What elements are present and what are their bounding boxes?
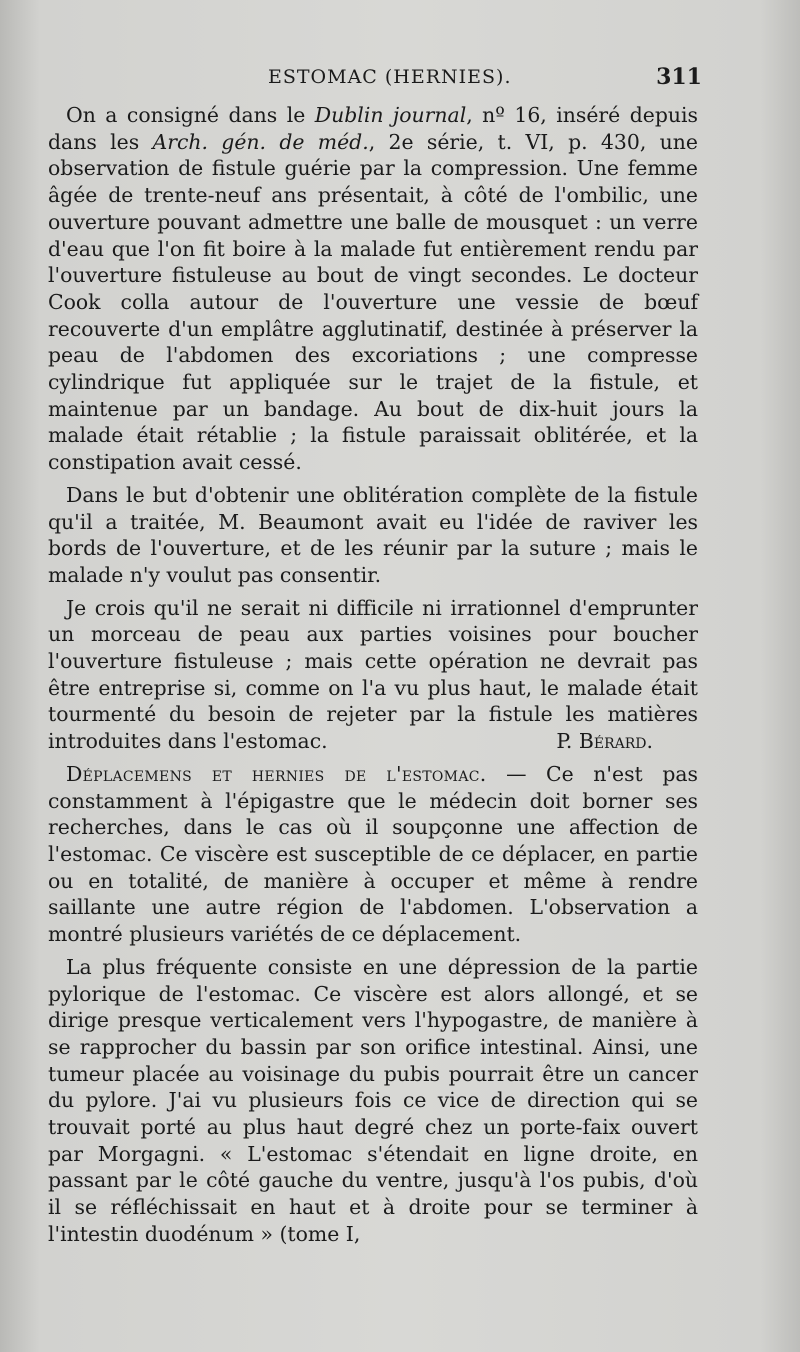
paragraph-section-deplacements [48, 761, 698, 948]
paragraph-opinion [48, 595, 698, 755]
paragraph-dublin-journal [48, 102, 698, 476]
page-header [48, 64, 702, 100]
running-head: ESTOMAC (HERNIES). [268, 66, 512, 88]
paragraph-text: La plus fréquente consiste en une dépression de la partie pylorique de l'estomac. Ce viscère est alors allongé, et se dirige presque verticalement vers l'hypogastre, de manière à se rapprocher du bassin par son orifice intestinal. Ainsi, une tumeur placée au voisinage du pubis pourrait être un cancer du pylore. J'ai vu plusieurs fois ce vice de direction qui se trouvait porté au plus haut degré chez un porte-faix ouvert par Morgagni. « L'estomac s'étendait en ligne droite, en passant par le côté gauche du ventre, jusqu'à l'os pubis, d'où il se réfléchissait en haut et à droite pour se terminer à l'intestin duodénum » (tome I, [48, 954, 698, 1246]
paragraph-frequent-variety [48, 954, 698, 1248]
paragraph-text: Je crois qu'il ne serait ni difficile ni irrationnel d'emprunter un morceau de peau aux parties voisines pour boucher l'ouverture fistuleuse ; mais cette opération ne devrait pas être entreprise si, comme on l'a vu plus haut, le malade était tourmenté du besoin de rejeter par la fistule les matières introduites dans l'estomac. [48, 595, 698, 754]
page-number: 311 [656, 64, 702, 90]
journal-title: Dublin journal [314, 103, 467, 127]
paragraph-text: , 2e série, t. VI, p. 430, une observation de fistule guérie par la compression. Une femme âgée de trente-neuf ans présentait, à côté de l'ombilic, une ouverture pouvant admettre une balle de mousquet : un verre d'eau que l'on fit boire à la malade fut entièrement rendu par l'ouverture fistuleuse au bout de vingt secondes. Le docteur Cook colla autour de l'ouverture une vessie de bœuf recouverte d'un emplâtre agglutinatif, destinée à préserver la peau de l'abdomen des excoriations ; une compresse cylindrique fut appliquée sur le trajet de la fistule, et maintenue par un bandage. Au bout de dix-huit jours la malade était rétablie ; la fistule paraissait oblitérée, et la constipation avait cessé. [48, 129, 698, 475]
paragraph-text: — Ce n'est pas constamment à l'épigastre que le médecin doit borner ses recherches, dans le cas où il soupçonne une affection de l'estomac. Ce viscère est susceptible de ce déplacer, en partie ou en totalité, de manière à occuper et même à rendre saillante une autre région de l'abdomen. L'observation a montré plusieurs variétés de ce déplacement. [48, 761, 698, 947]
paragraph-beaumont [48, 482, 698, 589]
journal-title: Arch. gén. de méd. [152, 129, 369, 154]
paragraph-text: Dans le but d'obtenir une oblitération complète de la fistule qu'il a traitée, M. Beaumont avait eu l'idée de raviver les bords de l'ouverture, et de les réunir par la suture ; mais le malade n'y voulut pas consentir. [48, 482, 698, 587]
paragraph-text: On a consigné dans le [66, 103, 315, 127]
section-title: Déplacemens et hernies de l'estomac. [66, 761, 487, 786]
paragraph-text: , nº 16, inséré depuis dans les [48, 103, 698, 154]
author-signature: P. Bérard. [556, 729, 653, 754]
page-body [48, 102, 698, 1248]
